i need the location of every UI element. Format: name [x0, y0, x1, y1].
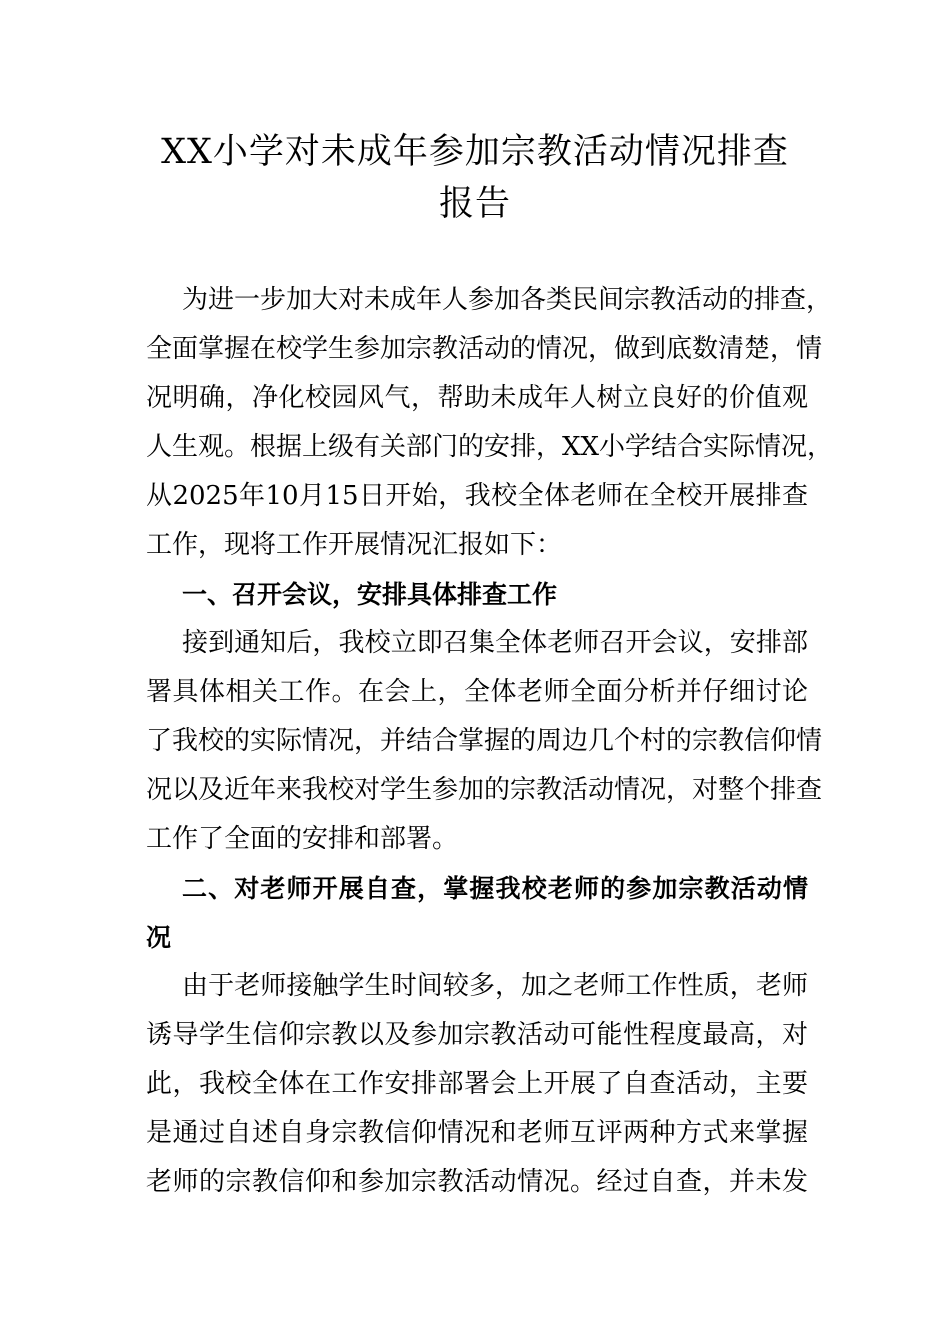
paragraph-line: 诱导学生信仰宗教以及参加宗教活动可能性程度最高，对 [146, 1020, 808, 1050]
paragraph-line: 老师的宗教信仰和参加宗教活动情况。经过自查，并未发 [146, 1167, 808, 1197]
paragraph-line: 是通过自述自身宗教信仰情况和老师互评两种方式来掌握 [146, 1118, 808, 1148]
paragraph-line: 况以及近年来我校对学生参加的宗教活动情况，对整个排查 [146, 775, 823, 805]
paragraph-line: 工作了全面的安排和部署。 [146, 824, 459, 854]
section-heading-line: 况 [146, 923, 172, 952]
paragraph-line: 人生观。根据上级有关部门的安排，XX小学结合实际情况， [146, 432, 834, 462]
title-line-2: 报告 [438, 184, 511, 224]
paragraph-line: 了我校的实际情况，并结合掌握的周边几个村的宗教信仰情 [146, 726, 823, 756]
document-title [120, 126, 830, 230]
title-line-1: XX小学对未成年参加宗教活动情况排查 [161, 132, 789, 172]
paragraph-line: 况明确，净化校园风气，帮助未成年人树立良好的价值观 [146, 383, 808, 413]
paragraph-line: 接到通知后，我校立即召集全体老师召开会议，安排部 [182, 628, 808, 658]
paragraph-line: 署具体相关工作。在会上，全体老师全面分析并仔细讨论 [146, 677, 808, 707]
paragraph-line: 此，我校全体在工作安排部署会上开展了自查活动，主要 [146, 1069, 808, 1099]
paragraph-line: 工作，现将工作开展情况汇报如下： [146, 530, 563, 560]
paragraph-line: 由于老师接触学生时间较多，加之老师工作性质，老师 [182, 971, 808, 1001]
paragraph-line: 为进一步加大对未成年人参加各类民间宗教活动的排查， [182, 285, 833, 315]
section-heading-line: 二、对老师开展自查，掌握我校老师的参加宗教活动情 [182, 874, 808, 903]
document-body [146, 276, 834, 1207]
paragraph-line: 从2025年10月15日开始，我校全体老师在全校开展排查 [146, 481, 808, 511]
section-heading-line: 一、召开会议，安排具体排查工作 [182, 580, 558, 609]
paragraph-line: 全面掌握在校学生参加宗教活动的情况，做到底数清楚，情 [146, 334, 823, 364]
